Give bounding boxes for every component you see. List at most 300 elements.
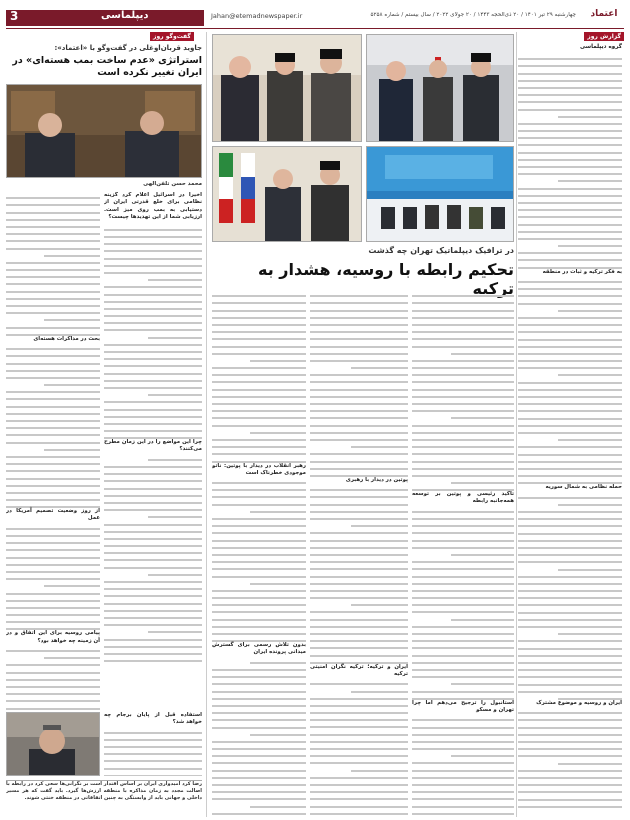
text-line xyxy=(310,549,408,556)
subhead: استفاده قبل از پایان برجام چه خواهد شد؟ xyxy=(104,712,202,726)
header-rule xyxy=(6,28,624,29)
text-line xyxy=(412,312,514,319)
text-line xyxy=(6,199,100,206)
section-title: دیپلماسی xyxy=(101,10,149,21)
text-line xyxy=(518,226,622,233)
text-line xyxy=(412,448,514,455)
text-line xyxy=(310,427,408,434)
text-line xyxy=(104,526,202,533)
text-line xyxy=(518,520,622,527)
text-line xyxy=(44,444,100,451)
text-line xyxy=(6,343,100,350)
text-line xyxy=(518,197,622,204)
text-line xyxy=(518,333,622,340)
text-line xyxy=(104,605,202,612)
text-line xyxy=(6,372,100,379)
text-line xyxy=(104,655,202,662)
text-line xyxy=(518,779,622,786)
text-line xyxy=(412,664,514,671)
subhead: از روز وضعیت تصمیم آمریکا در عمل xyxy=(6,508,100,522)
text-line xyxy=(212,477,306,484)
text-line xyxy=(310,800,408,807)
text-line xyxy=(310,419,408,426)
text-line xyxy=(104,762,202,769)
text-line xyxy=(518,132,622,139)
text-line xyxy=(212,585,306,592)
text-line xyxy=(6,329,100,336)
text-line xyxy=(104,288,202,295)
text-line xyxy=(6,228,100,235)
text-line xyxy=(412,671,514,678)
text-line xyxy=(250,506,306,513)
text-line xyxy=(310,297,408,304)
text-line xyxy=(104,770,202,776)
text-line xyxy=(44,379,100,386)
text-line xyxy=(518,218,622,225)
text-line xyxy=(558,499,622,506)
text-line xyxy=(412,621,514,628)
text-line xyxy=(212,513,306,520)
text-line xyxy=(212,549,306,556)
text-line xyxy=(412,506,514,513)
text-line xyxy=(212,764,306,771)
dateline: چهارشنبه ۲۹ تیر ۱۴۰۱ / ۲۰ ذی‌الحجه ۱۴۴۳ / ۲۰ جولای ۲۰۲۲ / سال بیستم / شماره ۵۲۵۸ xyxy=(370,12,576,18)
text-line xyxy=(212,333,306,340)
text-line xyxy=(6,307,100,314)
text-line xyxy=(104,324,202,331)
text-line xyxy=(44,652,100,659)
subhead: حمله نظامی به شمال سوریه xyxy=(545,484,622,491)
text-line xyxy=(6,573,100,580)
text-line xyxy=(148,626,202,633)
text-line xyxy=(518,348,622,355)
text-line xyxy=(148,331,202,338)
text-line xyxy=(518,786,622,793)
text-line xyxy=(212,455,306,462)
text-line xyxy=(518,463,622,470)
text-line xyxy=(310,772,408,779)
text-line xyxy=(518,456,622,463)
text-line xyxy=(310,304,408,311)
text-line xyxy=(518,750,622,757)
text-line xyxy=(212,671,306,678)
text-line xyxy=(412,470,514,477)
text-line xyxy=(6,257,100,264)
text-line xyxy=(148,274,202,281)
text-line xyxy=(104,303,202,310)
text-line xyxy=(412,585,514,592)
text-line xyxy=(6,666,100,673)
text-line xyxy=(212,786,306,793)
text-line xyxy=(518,614,622,621)
text-line xyxy=(148,569,202,576)
text-line xyxy=(104,633,202,640)
text-line xyxy=(6,602,100,609)
photo-putin-leader xyxy=(212,34,362,142)
text-line xyxy=(310,693,408,700)
text-line xyxy=(518,319,622,326)
text-line xyxy=(250,657,306,664)
text-line xyxy=(310,621,408,628)
text-line xyxy=(518,190,622,197)
text-line xyxy=(104,411,202,418)
text-line xyxy=(104,576,202,583)
text-line xyxy=(310,678,408,685)
text-line xyxy=(212,290,306,297)
text-line xyxy=(412,427,514,434)
interview-question: پیامی روسیه برای این اتفاق و در آن زمینه چه خواهد بود؟ xyxy=(6,630,100,644)
text-line xyxy=(310,534,408,541)
text-line xyxy=(351,599,408,606)
subhead: به فکر ترکیه و ثبات در منطقه xyxy=(542,268,622,275)
text-line xyxy=(310,513,408,520)
text-line xyxy=(104,619,202,626)
text-line xyxy=(451,613,514,620)
text-line xyxy=(104,281,202,288)
text-line xyxy=(6,659,100,666)
text-line xyxy=(212,685,306,692)
text-line xyxy=(250,355,306,362)
text-line xyxy=(451,412,514,419)
text-line xyxy=(310,585,408,592)
article-column-1 xyxy=(412,290,514,815)
text-line xyxy=(104,597,202,604)
text-line xyxy=(310,721,408,728)
text-line xyxy=(412,369,514,376)
subhead: ایران و ترکیه؛ ترکیه نگران امنیتی ترکیه xyxy=(310,663,408,677)
text-line xyxy=(518,182,622,189)
text-line xyxy=(518,556,622,563)
subhead: پوتین در دیدار با رهبری xyxy=(345,476,408,483)
photo-summit-stage xyxy=(366,146,514,242)
text-line xyxy=(104,339,202,346)
text-line xyxy=(518,635,622,642)
text-line xyxy=(518,290,622,297)
text-line xyxy=(212,362,306,369)
text-line xyxy=(6,587,100,594)
text-line xyxy=(104,353,202,360)
text-line xyxy=(518,772,622,779)
text-line xyxy=(104,245,202,252)
text-line xyxy=(6,595,100,602)
text-line xyxy=(6,681,100,688)
text-line xyxy=(518,491,622,498)
text-line xyxy=(212,304,306,311)
text-line xyxy=(310,750,408,757)
text-line xyxy=(6,221,100,228)
text-line xyxy=(412,419,514,426)
text-line xyxy=(310,714,408,721)
text-line xyxy=(518,621,622,628)
text-line xyxy=(6,480,100,487)
text-line xyxy=(558,757,622,764)
text-line xyxy=(310,405,408,412)
text-line xyxy=(104,475,202,482)
text-line xyxy=(212,383,306,390)
text-line xyxy=(6,214,100,221)
text-line xyxy=(412,362,514,369)
text-line xyxy=(212,534,306,541)
right-column-kicker: گروه دیپلماسی xyxy=(579,44,622,50)
text-line xyxy=(412,340,514,347)
text-line xyxy=(212,779,306,786)
text-line xyxy=(212,721,306,728)
text-line xyxy=(518,657,622,664)
text-line xyxy=(518,53,622,60)
text-line xyxy=(6,357,100,364)
text-line xyxy=(310,506,408,513)
text-line xyxy=(212,319,306,326)
text-line xyxy=(44,314,100,321)
text-line xyxy=(6,616,100,623)
text-line xyxy=(104,396,202,403)
text-line xyxy=(518,118,622,125)
text-line xyxy=(518,125,622,132)
text-line xyxy=(412,721,514,728)
subhead: تاکید رئیسی و پوتین بر توسعه همه‌جانبه رابطه xyxy=(412,491,514,505)
text-line xyxy=(310,527,408,534)
text-line xyxy=(518,139,622,146)
text-line xyxy=(518,542,622,549)
text-line xyxy=(518,276,622,283)
text-line xyxy=(518,642,622,649)
text-line xyxy=(212,398,306,405)
text-line xyxy=(412,556,514,563)
text-line xyxy=(104,403,202,410)
text-line xyxy=(6,487,100,494)
text-line xyxy=(412,570,514,577)
text-line xyxy=(412,391,514,398)
text-line xyxy=(6,559,100,566)
text-line xyxy=(212,312,306,319)
text-line xyxy=(518,793,622,800)
text-line xyxy=(412,729,514,736)
text-line xyxy=(104,231,202,238)
text-line xyxy=(212,664,306,671)
text-line xyxy=(451,678,514,685)
text-line xyxy=(148,454,202,461)
text-line xyxy=(104,425,202,432)
text-line xyxy=(518,168,622,175)
text-line xyxy=(104,461,202,468)
text-line xyxy=(104,418,202,425)
text-line xyxy=(310,628,408,635)
text-line xyxy=(104,648,202,655)
text-line xyxy=(412,376,514,383)
text-line xyxy=(310,542,408,549)
text-line xyxy=(6,695,100,702)
interview-kicker: جاوید قربان‌اوغلی در گفت‌وگو با «اعتماد»: xyxy=(54,44,202,52)
text-line xyxy=(412,693,514,700)
text-line xyxy=(104,497,202,504)
text-line xyxy=(558,628,622,635)
text-line xyxy=(518,96,622,103)
text-line xyxy=(104,540,202,547)
text-line xyxy=(451,477,514,484)
text-line xyxy=(6,365,100,372)
text-line xyxy=(212,326,306,333)
text-line xyxy=(212,376,306,383)
text-line xyxy=(104,382,202,389)
text-line xyxy=(104,267,202,274)
text-line xyxy=(412,772,514,779)
text-line xyxy=(6,393,100,400)
text-line xyxy=(518,585,622,592)
text-line xyxy=(518,405,622,412)
text-line xyxy=(412,714,514,721)
text-line xyxy=(212,570,306,577)
contact-email[interactable]: Jahan@etemadnewspaper.ir xyxy=(211,12,303,20)
text-line xyxy=(451,348,514,355)
text-line xyxy=(310,455,408,462)
text-line xyxy=(518,261,622,268)
text-line xyxy=(6,688,100,695)
text-line xyxy=(212,412,306,419)
text-line xyxy=(212,542,306,549)
text-line xyxy=(412,434,514,441)
text-line xyxy=(518,376,622,383)
text-line xyxy=(351,362,408,369)
text-line xyxy=(518,75,622,82)
text-line xyxy=(6,300,100,307)
text-line xyxy=(104,554,202,561)
text-line xyxy=(6,451,100,458)
text-line xyxy=(412,520,514,527)
text-line xyxy=(6,192,100,199)
text-line xyxy=(518,736,622,743)
text-line xyxy=(518,146,622,153)
left-column-label: گفت‌وگو روز xyxy=(150,32,194,41)
text-line xyxy=(6,609,100,616)
text-line xyxy=(104,360,202,367)
text-line xyxy=(104,641,202,648)
text-line xyxy=(6,544,100,551)
text-line xyxy=(412,793,514,800)
interview-question: چرا این مواضع را در این زمان مطرح می‌کنند؟ xyxy=(104,439,202,453)
text-line xyxy=(104,583,202,590)
text-line xyxy=(412,304,514,311)
article-headline: تحکیم رابطه با روسیه، هشدار به ترکیه xyxy=(257,260,514,298)
text-line xyxy=(412,736,514,743)
text-line xyxy=(412,405,514,412)
text-line xyxy=(412,764,514,771)
text-line xyxy=(104,547,202,554)
text-line xyxy=(310,484,408,491)
text-line xyxy=(212,678,306,685)
text-line xyxy=(558,240,622,247)
text-line xyxy=(518,707,622,714)
text-line xyxy=(518,678,622,685)
text-line xyxy=(412,628,514,635)
text-line xyxy=(518,283,622,290)
text-line xyxy=(148,511,202,518)
text-line xyxy=(310,470,408,477)
text-line xyxy=(518,686,622,693)
text-line xyxy=(310,319,408,326)
photo-guest-portrait xyxy=(6,712,100,776)
text-line xyxy=(518,765,622,772)
text-line xyxy=(104,590,202,597)
text-line xyxy=(518,578,622,585)
text-line xyxy=(104,561,202,568)
text-line xyxy=(310,412,408,419)
text-line xyxy=(518,384,622,391)
text-line xyxy=(451,549,514,556)
text-line xyxy=(310,348,408,355)
text-line xyxy=(104,755,202,762)
text-line xyxy=(6,530,100,537)
text-line xyxy=(6,415,100,422)
text-line xyxy=(212,491,306,498)
text-line xyxy=(212,434,306,441)
text-line xyxy=(212,808,306,815)
text-line xyxy=(212,757,306,764)
text-line xyxy=(518,441,622,448)
text-line xyxy=(412,542,514,549)
text-line xyxy=(518,599,622,606)
text-line xyxy=(310,355,408,362)
text-line xyxy=(351,685,408,692)
text-line xyxy=(558,693,622,700)
text-line xyxy=(310,793,408,800)
text-line xyxy=(212,520,306,527)
text-line xyxy=(310,613,408,620)
text-line xyxy=(310,312,408,319)
text-line xyxy=(310,786,408,793)
text-line xyxy=(104,367,202,374)
text-line xyxy=(558,175,622,182)
text-line xyxy=(212,448,306,455)
photo-three-presidents xyxy=(366,34,514,142)
text-line xyxy=(6,235,100,242)
text-line xyxy=(518,527,622,534)
page-number: 3 xyxy=(10,9,19,23)
text-line xyxy=(412,606,514,613)
text-line xyxy=(518,247,622,254)
text-line xyxy=(310,340,408,347)
text-line xyxy=(310,383,408,390)
text-line xyxy=(212,628,306,635)
text-line xyxy=(104,741,202,748)
text-line xyxy=(310,463,408,470)
text-line xyxy=(212,441,306,448)
text-line xyxy=(250,578,306,585)
text-line xyxy=(212,405,306,412)
text-line xyxy=(104,726,202,733)
text-line xyxy=(148,389,202,396)
text-line xyxy=(6,465,100,472)
text-line xyxy=(351,764,408,771)
text-line xyxy=(6,285,100,292)
text-line xyxy=(104,748,202,755)
text-line xyxy=(518,743,622,750)
text-line xyxy=(212,592,306,599)
text-line xyxy=(412,441,514,448)
text-line xyxy=(104,518,202,525)
column-divider xyxy=(516,32,517,817)
text-line xyxy=(518,592,622,599)
text-line xyxy=(6,206,100,213)
text-line xyxy=(104,734,202,741)
text-line xyxy=(310,333,408,340)
text-line xyxy=(6,494,100,501)
text-line xyxy=(212,498,306,505)
text-line xyxy=(310,578,408,585)
text-line xyxy=(6,321,100,328)
newspaper-logo: اعتماد xyxy=(590,9,618,19)
text-line xyxy=(6,422,100,429)
text-line xyxy=(6,242,100,249)
